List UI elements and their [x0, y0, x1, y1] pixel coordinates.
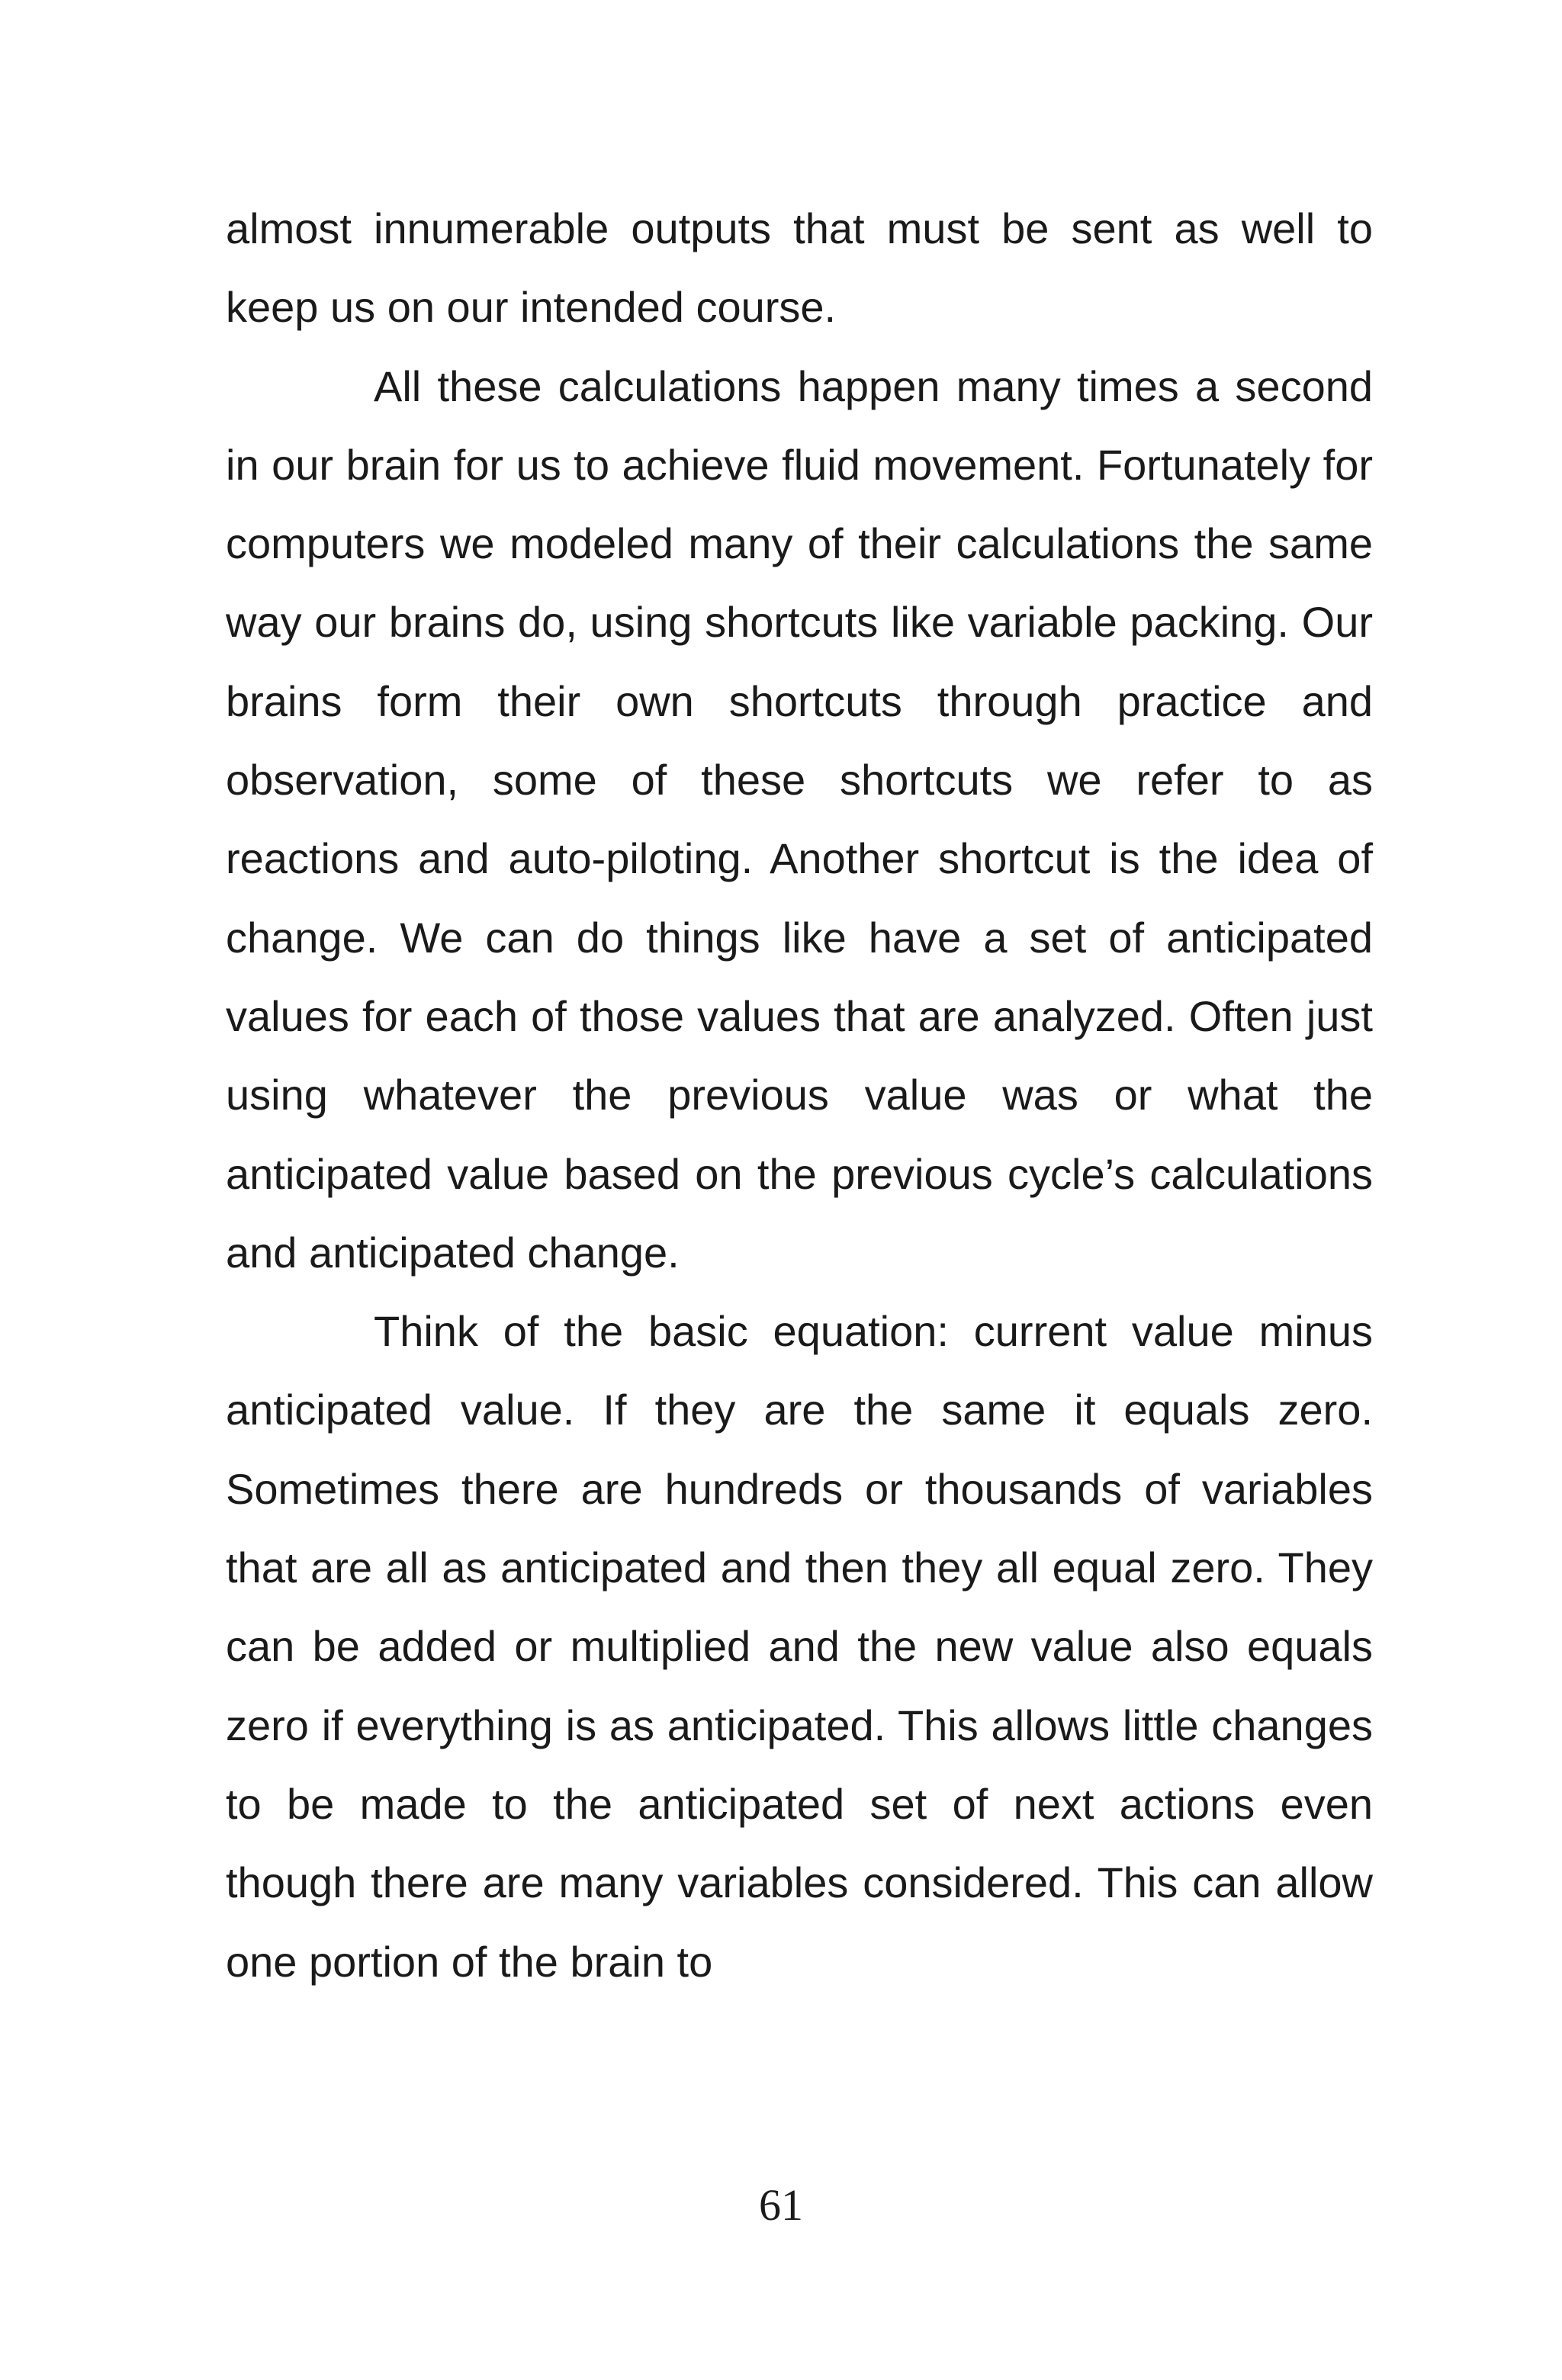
body-text [226, 189, 1373, 2001]
paragraph-continued: almost innumerable outputs that must be sent as well to keep us on our intended course. [226, 204, 1373, 332]
page-number: 61 [759, 2180, 803, 2230]
paragraph-calculations: All these calculations happen many times a second in our brain for us to achieve fluid movement. Fortunately for computers we modeled many of their calculations the same way our brains do, using shortcuts like variable packing. Our brains form their own shortcuts through practice and observation, some of these shortcuts we refer to as reactions and auto-piloting. Another shortcut is the idea of change. We can do things like have a set of anticipated values for each of those values that are analyzed. Often just using whatever the previous value was or what the anticipated value based on the previous cycle’s calculations and anticipated change. [226, 361, 1373, 1277]
paragraph-basic-equation: Think of the basic equation: current value minus anticipated value. If they are the same it equals zero. Sometimes there are hundreds or thousands of variables that are all as anticipated and then they all equal zero. They can be added or multiplied and the new value also equals zero if everything is as anticipated. This allows little changes to be made to the anticipated set of next actions even though there are many variables considered. This can allow one portion of the brain to [226, 1307, 1373, 1986]
